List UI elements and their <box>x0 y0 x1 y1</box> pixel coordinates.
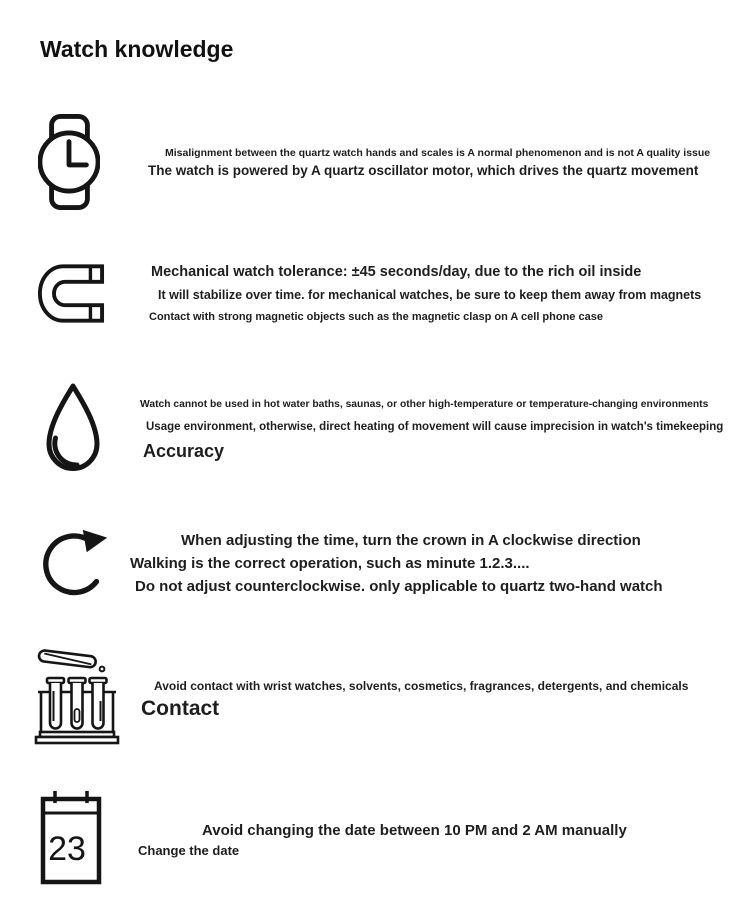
clockwise-arrow-icon <box>36 522 114 606</box>
chemicals-note-main: Avoid contact with wrist watches, solvents, cosmetics, fragrances, detergents, and chemicals <box>154 679 689 693</box>
magnet-icon <box>37 262 105 325</box>
page-title: Watch knowledge <box>40 36 234 62</box>
date-note-main: Avoid changing the date between 10 PM and 2 AM manually <box>202 822 627 839</box>
accuracy-note-main: Usage environment, otherwise, direct heating of movement will cause imprecision in watch's timekeeping <box>146 421 724 433</box>
magnet-note-title: Mechanical watch tolerance: ±45 seconds/day, due to the rich oil inside <box>151 264 642 280</box>
wristwatch-icon <box>38 112 100 212</box>
calendar-icon <box>40 788 102 885</box>
rotation-note-line3: Do not adjust counterclockwise. only applicable to quartz two-hand watch <box>135 578 663 595</box>
contact-heading: Contact <box>141 697 220 720</box>
rotation-note-line2: Walking is the correct operation, such as minute 1.2.3.... <box>130 555 530 572</box>
rotation-note-line1: When adjusting the time, turn the crown in A clockwise direction <box>181 532 641 549</box>
accuracy-note-small: Watch cannot be used in hot water baths, saunas, or other high-temperature or temperature-changing environments <box>140 399 709 410</box>
magnet-note-main: It will stabilize over time. for mechanical watches, be sure to keep them away from magnets <box>158 288 702 302</box>
accuracy-heading: Accuracy <box>143 441 225 461</box>
test-tubes-icon <box>34 644 120 747</box>
quartz-note-small: Misalignment between the quartz watch hands and scales is A normal phenomenon and is not A quality issue <box>165 147 711 159</box>
water-drop-icon <box>40 381 106 481</box>
calendar-date-number: 23 <box>48 830 86 868</box>
date-note-label: Change the date <box>138 843 240 858</box>
quartz-note-main: The watch is powered by A quartz oscillator motor, which drives the quartz movement <box>148 163 699 178</box>
magnet-note-small: Contact with strong magnetic objects such as the magnetic clasp on A cell phone case <box>149 311 603 323</box>
